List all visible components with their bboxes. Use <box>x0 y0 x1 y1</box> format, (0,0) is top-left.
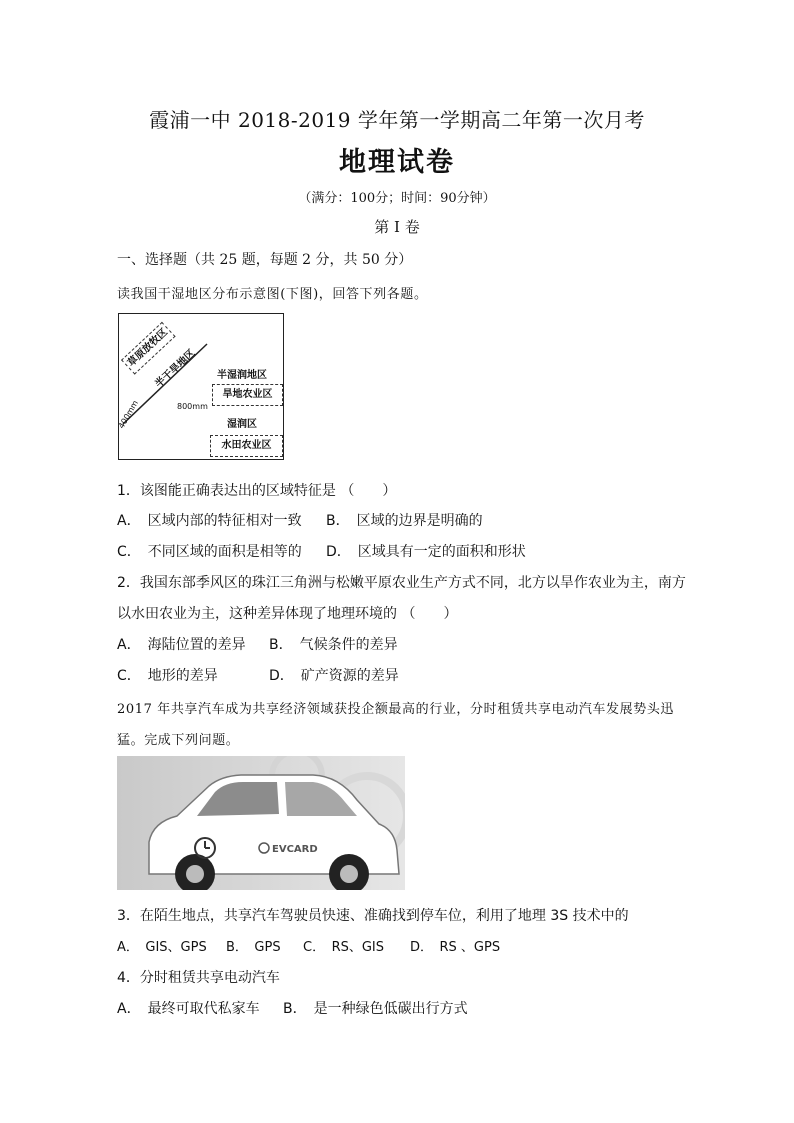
q3-option-c: C． RS、GIS <box>303 940 385 955</box>
car-brand-logo: EVCARD <box>272 844 318 855</box>
car-intro-line1: 2017 年共享汽车成为共享经济领域获投企额最高的行业，分时租赁共享电动汽车发展势头迅 <box>117 702 675 717</box>
subject-title: 地理试卷 <box>339 147 455 178</box>
q2-option-d: D． 矿产资源的差异 <box>269 668 399 684</box>
car-intro-line2: 猛。完成下列问题。 <box>117 733 240 748</box>
q3-option-a: A． GIS、GPS <box>117 940 207 955</box>
volume-label: 第 I 卷 <box>374 218 420 236</box>
section-heading: 一、选择题（共 25 题，每题 2 分，共 50 分） <box>117 252 413 268</box>
map-intro: 读我国干湿地区分布示意图(下图)，回答下列各题。 <box>117 287 428 302</box>
car-illustration <box>117 756 405 890</box>
shared-car-image <box>117 756 405 890</box>
semihumid-label: 半湿润地区 <box>217 370 267 381</box>
question-4: 4．分时租赁共享电动汽车 <box>117 970 280 986</box>
dryland-zone-box: 旱地农业区 <box>212 384 283 406</box>
q1-option-b: B． 区域的边界是明确的 <box>326 513 483 529</box>
q1-option-a: A． 区域内部的特征相对一致 <box>117 513 302 529</box>
question-2-line1: 2．我国东部季风区的珠江三角洲与松嫩平原农业生产方式不同，北方以旱作农业为主，南方 <box>117 575 686 591</box>
q1-option-d: D． 区域具有一定的面积和形状 <box>326 544 526 560</box>
paddy-zone-box: 水田农业区 <box>210 435 283 457</box>
q3-option-b: B． GPS <box>226 940 281 955</box>
q2-option-a: A． 海陆位置的差异 <box>117 637 246 653</box>
question-3: 3．在陌生地点，共享汽车驾驶员快速、准确找到停车位，利用了地理 3S 技术中的 <box>117 908 629 924</box>
question-2-line2: 以水田农业为主，这种差异体现了地理环境的 （ ） <box>117 606 458 622</box>
semiarid-label: 半干旱地区 <box>153 347 198 391</box>
q4-option-b: B． 是一种绿色低碳出行方式 <box>283 1001 468 1017</box>
q2-option-b: B． 气候条件的差异 <box>269 637 398 653</box>
humid-label: 湿润区 <box>227 419 257 430</box>
exam-info: （满分：100分；时间：90分钟） <box>298 191 496 206</box>
isohyet-400-label: 400mm <box>116 398 141 431</box>
isohyet-800-label: 800mm <box>177 402 208 411</box>
dry-wet-region-map <box>118 313 284 460</box>
question-1: 1．该图能正确表达出的区域特征是 （ ） <box>117 483 397 499</box>
q3-option-d: D． RS 、GPS <box>410 940 501 955</box>
q1-option-c: C． 不同区域的面积是相等的 <box>117 544 302 560</box>
pastoral-zone-box: 草原放牧区 <box>121 322 176 375</box>
q4-option-a: A． 最终可取代私家车 <box>117 1001 260 1017</box>
q2-option-c: C． 地形的差异 <box>117 668 218 684</box>
exam-title: 霞浦一中 2018-2019 学年第一学期高二年第一次月考 <box>149 108 645 132</box>
